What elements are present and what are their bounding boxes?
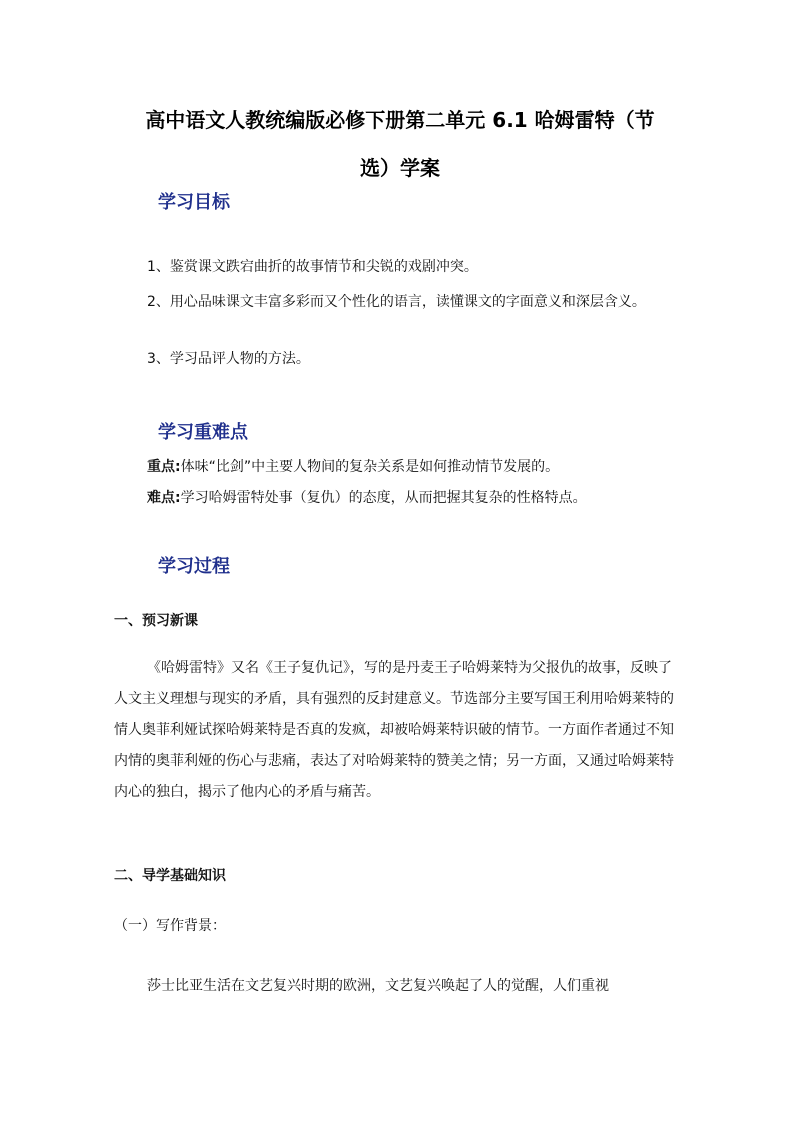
objective-item-2: 2、用心品味课文丰富多彩而又个性化的语言，读懂课文的字面意义和深层含义。 <box>147 294 646 310</box>
objective-item-3: 3、学习品评人物的方法。 <box>147 351 310 367</box>
key-points-heading: 学习重难点 <box>158 422 248 443</box>
difficult-point-text: 学习哈姆雷特处事（复仇）的态度，从而把握其复杂的性格特点。 <box>180 490 587 506</box>
objective-item-1: 1、鉴赏课文跌宕曲折的故事情节和尖锐的戏剧冲突。 <box>147 259 478 275</box>
objectives-heading: 学习目标 <box>158 192 230 213</box>
document-title <box>110 96 690 192</box>
part2-text: 莎士比亚生活在文艺复兴时期的欧洲，文艺复兴唤起了人的觉醒，人们重视 <box>147 978 609 994</box>
key-point-label: 重点: <box>147 459 181 475</box>
title-line-1: 高中语文人教统编版必修下册第二单元 6.1 哈姆雷特（节 <box>145 108 655 132</box>
title-line-2: 选）学案 <box>360 156 440 180</box>
difficult-point-label: 难点: <box>147 490 181 506</box>
key-point <box>114 452 678 483</box>
process-heading: 学习过程 <box>158 556 230 577</box>
part1-title: 一、预习新课 <box>114 613 198 629</box>
part2-subtitle: （一）写作背景： <box>114 918 226 934</box>
difficult-point <box>114 483 678 514</box>
part1-text: 《哈姆雷特》又名《王子复仇记》，写的是丹麦王子哈姆莱特为父报仇的故事，反映了人文主义理想与现实的矛盾，具有强烈的反封建意义。节选部分主要写国王利用哈姆莱特的情人奥菲利娅试探哈姆莱特是否真的发疯，却被哈姆莱特识破的情节。一方面作者通过不知内情的奥菲利娅的伤心与悲痛，表达了对哈姆莱特的赞美之情；另一方面，又通过哈姆莱特内心的独白，揭示了他内心的矛盾与痛苦。 <box>114 660 674 800</box>
part2-title: 二、导学基础知识 <box>114 868 226 884</box>
key-point-text: 体味“比剑”中主要人物间的复杂关系是如何推动情节发展的。 <box>180 459 560 475</box>
